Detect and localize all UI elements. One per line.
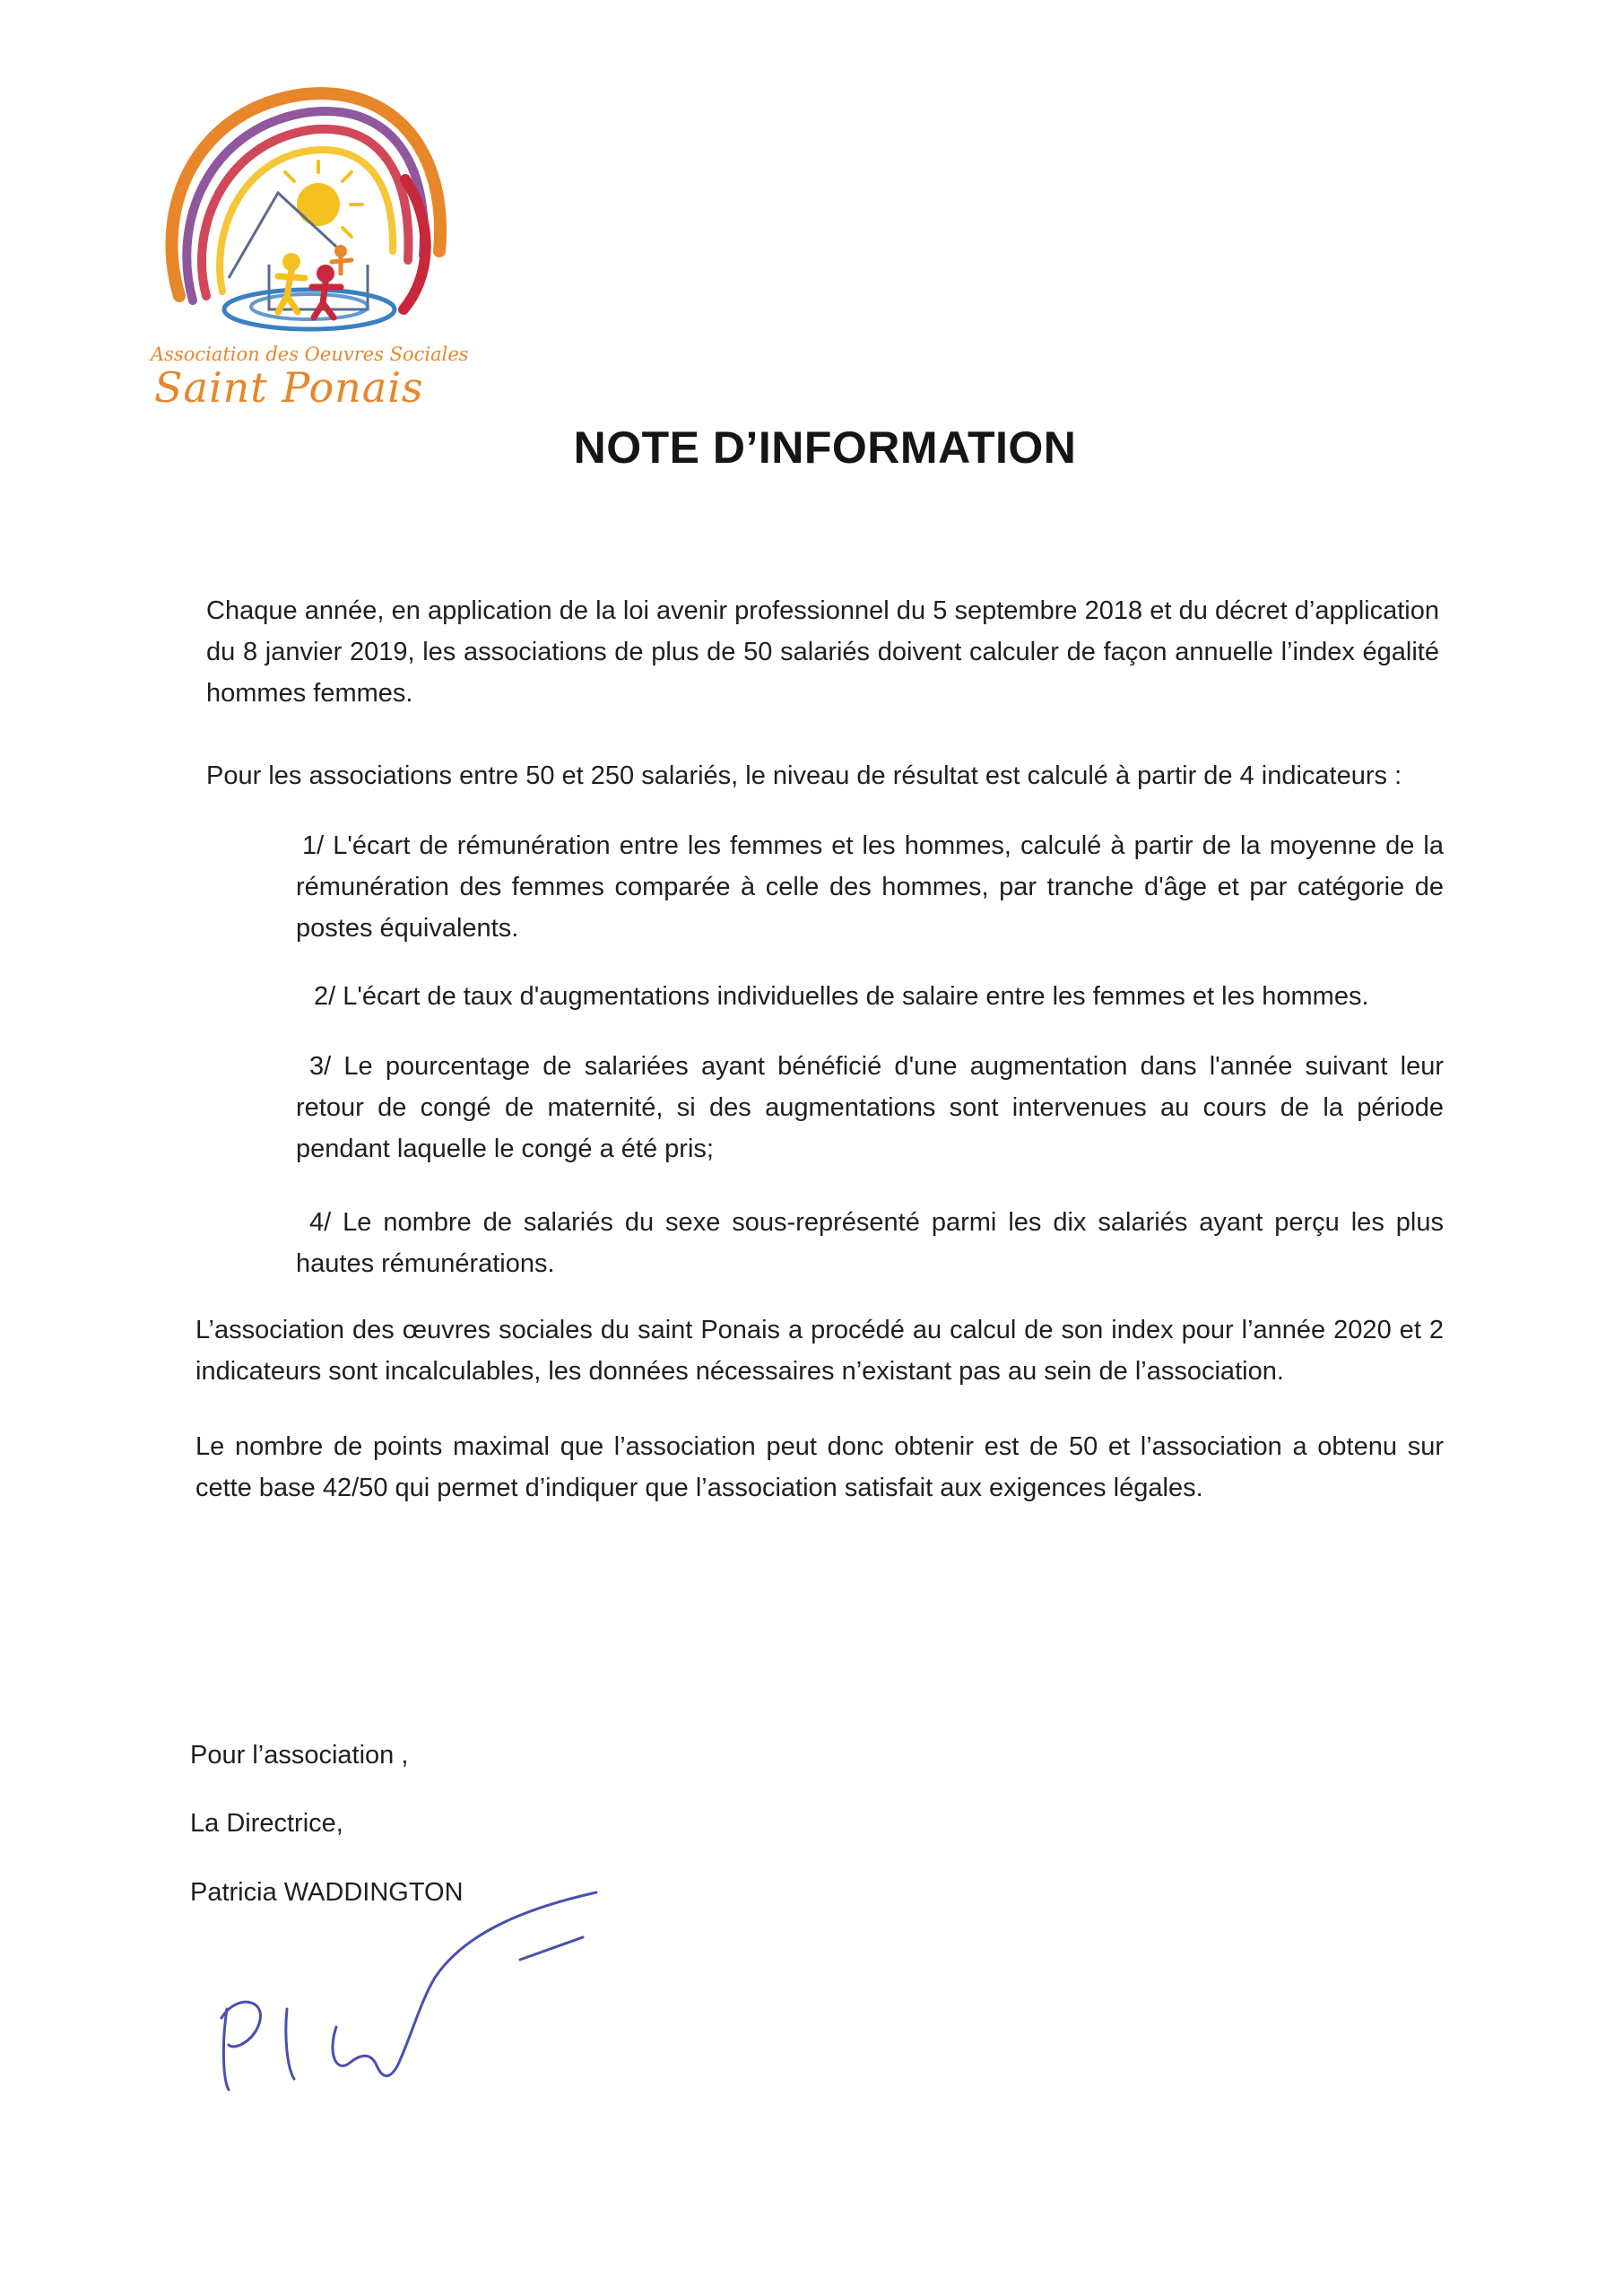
signature-role: La Directrice,: [190, 1809, 343, 1838]
page-title: [0, 422, 1623, 474]
indicator-item-4: 4/ Le nombre de salariés du sexe sous-représenté parmi les dix salariés ayant perçu les plus hautes rémunérations.: [296, 1208, 1444, 1278]
indicator-item-3: 3/ Le pourcentage de salariées ayant bénéficié d'une augmentation dans l'année suivant leur retour de congé de maternité, si des augmentations sont intervenues au cours de la période pendant laquelle le congé a été pris;: [296, 1052, 1444, 1163]
indicator-item-2: 2/ L'écart de taux d'augmentations individuelles de salaire entre les femmes et les hommes.: [314, 982, 1369, 1011]
indicator-item-1: 1/ L'écart de rémunération entre les femmes et les hommes, calculé à partir de la moyenne de la rémunération des femmes comparée à celle des hommes, par tranche d'âge et par catégorie de postes équivalents.: [296, 831, 1444, 943]
signature-for-label: Pour l’association ,: [190, 1741, 409, 1770]
signature-name: Patricia WADDINGTON: [190, 1878, 464, 1907]
score-paragraph: Le nombre de points maximal que l’association peut donc obtenir est de 50 et l’association a obtenu sur cette base 42/50 qui permet d’indiquer que l’association satisfait aux exigences légales.: [195, 1432, 1444, 1502]
handwritten-signature: [202, 1874, 632, 2108]
page-title-text: NOTE D’INFORMATION: [573, 422, 1077, 473]
indicators-intro-paragraph: Pour les associations entre 50 et 250 salariés, le niveau de résultat est calculé à partir de 4 indicateurs :: [206, 761, 1402, 790]
logo-text-line2: Saint Ponais: [154, 363, 424, 412]
intro-paragraph: Chaque année, en application de la loi avenir professionnel du 5 septembre 2018 et du décret d’application du 8 janvier 2019, les associations de plus de 50 salariés doivent calculer de façon annuelle l’index égalité hommes femmes.: [206, 596, 1439, 708]
logo-text-line1: Association des Oeuvres Sociales: [151, 344, 469, 365]
signature-icon: [202, 1874, 632, 2108]
result-paragraph: L’association des œuvres sociales du saint Ponais a procédé au calcul de son index pour l’année 2020 et 2 indicateurs sont incalculables, les données nécessaires n’existant pas au sein de l’association.: [195, 1316, 1444, 1386]
